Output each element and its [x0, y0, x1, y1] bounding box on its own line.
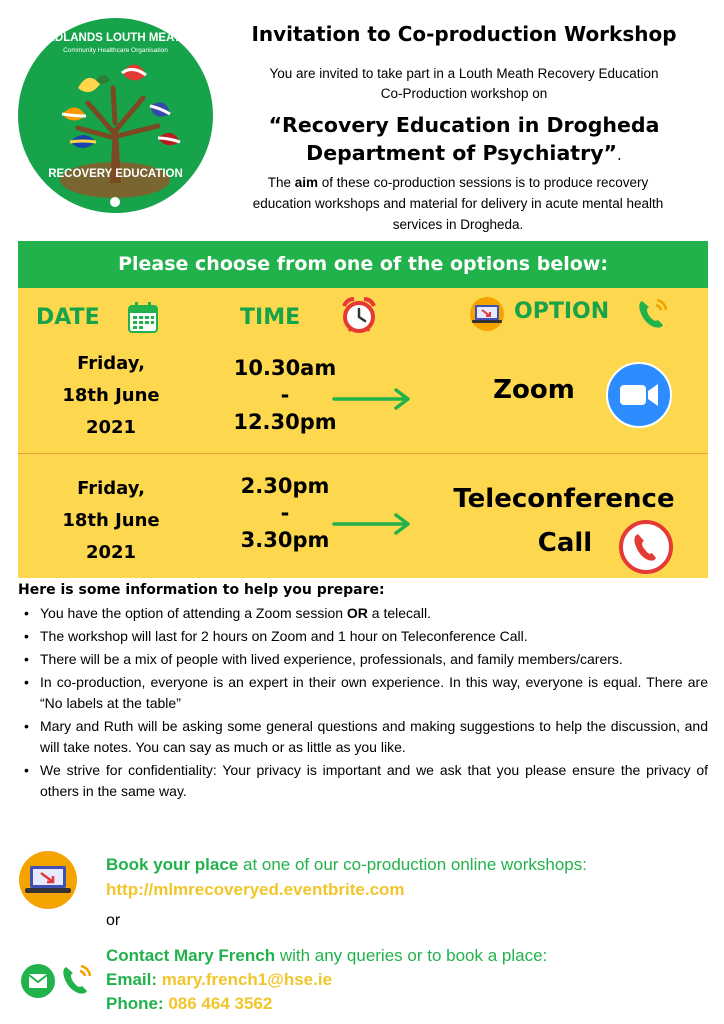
bullet-1-post: a telecall.: [367, 605, 431, 621]
aim-line-3: services in Drogheda.: [392, 217, 524, 232]
email-icon: [20, 963, 56, 999]
phone-label: Phone:: [106, 994, 169, 1013]
booking-description: at one of our co-production online workshops:: [238, 855, 587, 874]
contact-description: with any queries or to book a place:: [275, 946, 548, 965]
row-2-date-line-1: Friday,: [77, 478, 145, 499]
phone-call-icon: [618, 519, 674, 575]
prepare-heading: Here is some information to help you prepare:: [18, 582, 385, 598]
intro-line-1: You are invited to take part in a Louth Meath Recovery Education: [269, 66, 659, 81]
aim-line-1: of these co-production sessions is to produce recovery: [318, 175, 649, 190]
prepare-list: [18, 603, 708, 804]
zoom-camera-icon: [605, 361, 673, 429]
list-item: • The workshop will last for 2 hours on Zoom and 1 hour on Teleconference Call.: [18, 626, 708, 647]
recovery-education-logo: [18, 18, 213, 213]
contact-lead: Contact Mary French: [106, 946, 276, 965]
or-separator: or: [106, 912, 121, 929]
contact-info: [106, 944, 716, 1016]
alarm-clock-icon: [340, 296, 378, 334]
row-2-option-line-1: Teleconference: [453, 484, 675, 514]
phone-number[interactable]: 086 464 3562: [168, 994, 273, 1013]
arrow-right-icon: [332, 388, 412, 410]
list-item: • There will be a mix of people with lived experience, professionals, and family members/carers.: [18, 649, 708, 670]
row-1-time-start: 10.30am: [233, 356, 337, 380]
row-1-time-dash: -: [280, 383, 290, 407]
workshop-name-period: .: [617, 146, 622, 164]
aim-line-2: education workshops and material for delivery in acute mental health: [252, 196, 664, 211]
laptop-icon: [468, 297, 506, 331]
row-1-date-line-3: 2021: [85, 417, 137, 438]
row-1-option-label: Zoom: [493, 375, 575, 405]
logo-sub-text: Community Healthcare Organisation: [63, 47, 168, 54]
row-2-time-end: 3.30pm: [240, 528, 330, 552]
email-address[interactable]: mary.french1@hse.ie: [161, 970, 333, 989]
phone-ringing-icon: [636, 297, 670, 329]
row-1-date-line-2: 18th June: [62, 385, 160, 406]
aim-text: [198, 172, 718, 235]
bullet-1-pre: You have the option of attending a Zoom session: [40, 605, 347, 621]
row-1-option: [464, 368, 604, 412]
booking-lead: Book your place: [106, 855, 239, 874]
row-2-date-line-2: 18th June: [62, 510, 160, 531]
list-item: [18, 603, 708, 624]
options-panel: [18, 241, 708, 578]
option-header: OPTION: [514, 299, 610, 324]
row-1-date: [26, 348, 196, 444]
logo-top-text: MIDLANDS LOUTH MEATH: [42, 32, 189, 44]
laptop-icon: [18, 850, 78, 910]
list-item: • Mary and Ruth will be asking some general questions and making suggestions to help the discussion, and will take notes. You can say as much or as little as you like.: [18, 716, 708, 758]
intro-text: [214, 64, 714, 104]
row-2-time-dash: -: [280, 501, 290, 525]
email-label: Email:: [106, 970, 162, 989]
aim-word: aim: [294, 175, 319, 190]
booking-link[interactable]: http://mlmrecoveryed.eventbrite.com: [106, 880, 405, 899]
list-item: • In co-production, everyone is an expert in their own experience. In this way, everyone is equal. There are “No labels at the table”: [18, 672, 708, 714]
logo-bottom-text: RECOVERY EDUCATION: [48, 168, 183, 180]
row-1-date-line-1: Friday,: [77, 353, 145, 374]
row-2-option: [434, 477, 694, 521]
bullet-1-or: OR: [346, 605, 368, 621]
workshop-name-line-1: “Recovery Education in Drogheda: [268, 113, 660, 137]
row-divider: [18, 453, 708, 454]
row-2-time-start: 2.30pm: [240, 474, 330, 498]
row-1-time-end: 12.30pm: [233, 410, 337, 434]
workshop-name: [214, 111, 714, 169]
calendar-icon: [128, 301, 158, 333]
time-header: TIME: [240, 305, 301, 330]
date-header: DATE: [36, 305, 100, 330]
booking-text: [106, 852, 716, 902]
arrow-right-icon: [332, 513, 412, 535]
list-item: • We strive for confidentiality: Your privacy is important and we ask that you please ensure the privacy of others in the same way.: [18, 760, 708, 802]
row-2-date: [26, 473, 196, 569]
row-2-date-line-3: 2021: [85, 542, 137, 563]
options-banner: Please choose from one of the options below:: [18, 241, 708, 288]
invitation-title: Invitation to Co-production Workshop: [251, 22, 677, 46]
phone-ringing-icon: [60, 962, 94, 996]
workshop-name-line-2: Department of Psychiatry”: [306, 141, 618, 165]
row-2-option-call: [510, 521, 620, 565]
intro-line-2: Co-Production workshop on: [380, 86, 548, 101]
aim-prefix: The: [267, 175, 295, 190]
row-2-option-line-2: Call: [537, 528, 593, 558]
